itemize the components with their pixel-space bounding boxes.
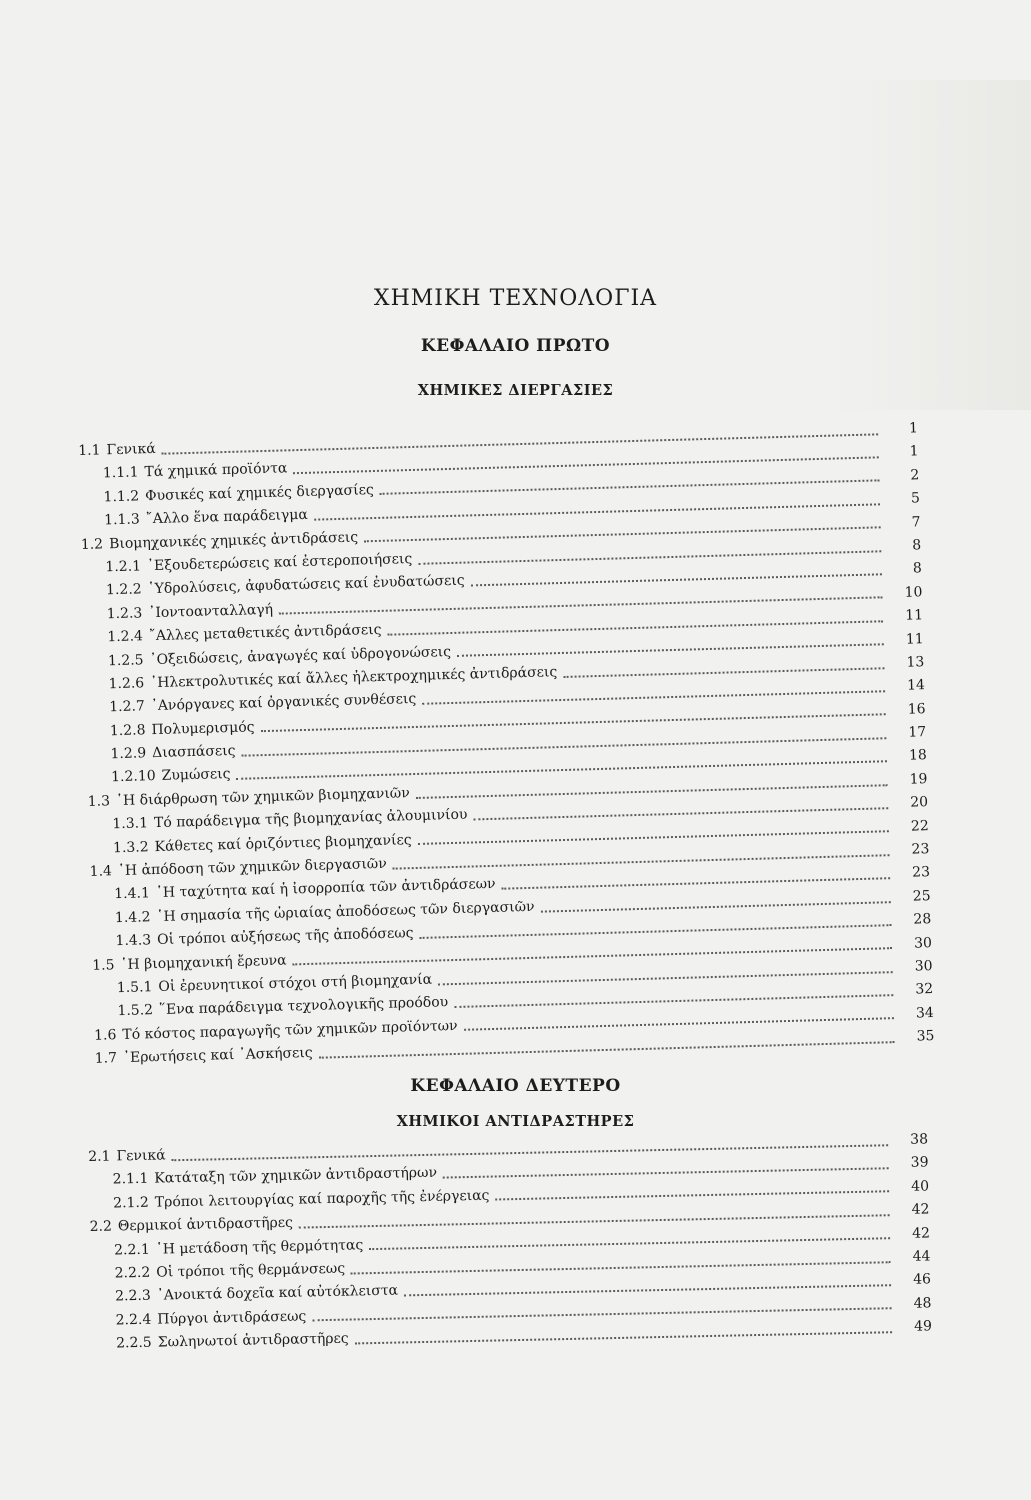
toc-entry-title: ᾿Ηλεκτρολυτικές καί ἄλλες ἠλεκτροχημικές ἀντιδράσεις: [150, 664, 558, 692]
book-title: ΧΗΜΙΚΗ ΤΕΧΝΟΛΟΓΙΑ: [373, 286, 658, 311]
toc-entry-page: 44: [912, 1248, 931, 1265]
toc-entry-page: 34: [915, 1004, 935, 1022]
toc-entry-number: 2.1.2: [113, 1194, 149, 1212]
toc-entry-page: 11: [905, 630, 924, 648]
toc-entry-title: Οἱ τρόποι αὐξήσεως τῆς ἀποδόσεως: [156, 925, 414, 949]
toc-entry-title: ᾿Οξειδώσεις, ἀναγωγές καί ὑδρογονώσεις: [149, 643, 452, 668]
toc-entry-page: 40: [911, 1178, 930, 1195]
toc-entry-page: 42: [912, 1224, 931, 1242]
toc-entry-number: 1.2.10: [110, 768, 156, 786]
toc-entry-page: 13: [906, 654, 925, 671]
toc-entry-number: 2.2.4: [115, 1311, 152, 1329]
toc-entry-title: Τό κόστος παραγωγῆς τῶν χημικῶν προϊόντων: [122, 1017, 458, 1043]
toc-entry-title: ῾Η σημασία τῆς ὡριαίας ἀποδόσεως τῶν διεργασιῶν: [156, 898, 535, 925]
toc-entry-number: 2.2.5: [115, 1334, 152, 1352]
toc-entry-number: 1.1.1: [102, 464, 139, 482]
toc-entry-title: Διασπάσεις: [151, 742, 236, 762]
toc-entry-page: 35: [916, 1028, 935, 1045]
toc-entry-number: 1.1: [78, 442, 101, 459]
toc-entry-page: 14: [906, 677, 926, 694]
toc-entry-page: 39: [910, 1154, 929, 1172]
toc-entry-page: 42: [911, 1201, 930, 1218]
toc-entry-title: Γενικά: [106, 440, 156, 459]
toc-entry-number: 2.2.3: [114, 1288, 151, 1305]
toc-entry-title: Κατάταξη τῶν χημικῶν ἀντιδραστήρων: [154, 1165, 438, 1188]
toc-entry-page: 16: [907, 700, 926, 718]
toc-entry-page: 23: [911, 841, 930, 858]
toc-entry-number: 2.1: [88, 1148, 111, 1165]
toc-entry-page: 23: [911, 864, 931, 882]
toc-entry-title: Γενικά: [116, 1147, 166, 1165]
toc-entry-title: ᾿Ιοντοανταλλαγή: [148, 601, 274, 621]
toc-entry-title: Τό παράδειγμα τῆς βιομηχανίας ἀλουμινίου: [153, 806, 468, 832]
toc-entry-title: ῾Η βιομηχανική ἔρευνα: [120, 952, 287, 973]
toc-entry-page: 8: [912, 560, 923, 577]
toc-entry-number: 2.2: [89, 1218, 113, 1236]
toc-entry-number: 1.5: [92, 956, 115, 974]
toc-entry-title: Φυσικές καί χημικές διεργασίες: [144, 481, 374, 504]
toc-entry-title: Πύργοι ἀντιδράσεως: [157, 1308, 307, 1328]
chapter-1-toc: [78, 417, 935, 1071]
chapter-2-toc: [88, 1128, 932, 1356]
toc-entry-number: 1.4.2: [114, 909, 151, 926]
toc-entry-page: 20: [910, 794, 929, 811]
toc-entry-page: 49: [913, 1318, 933, 1335]
toc-entry-number: 1.1.3: [103, 511, 141, 529]
toc-entry-title: Βιομηχανικές χημικές ἀντιδράσεις: [108, 529, 359, 552]
toc-entry-title: Κάθετες καί ὁριζόντιες βιομηχανίες: [154, 831, 412, 855]
toc-entry-title: ῾Η μετάδοση τῆς θερμότητας: [155, 1236, 364, 1258]
chapter-2-subtitle: ΧΗΜΙΚΟΙ ΑΝΤΙΔΡΑΣΤΗΡΕΣ: [396, 1113, 635, 1130]
toc-entry-number: 1.3.2: [112, 838, 149, 856]
toc-entry-title: ῾Υδρολύσεις, ἀφυδατώσεις καί ἐνυδατώσεις: [147, 572, 465, 598]
toc-entry-number: 1.2.9: [110, 745, 147, 763]
toc-entry-number: 1.2.6: [108, 675, 145, 693]
toc-entry-title: Τρόποι λειτουργίας καί παροχῆς τῆς ἐνέργειας: [154, 1187, 490, 1211]
toc-entry-page: 1: [909, 443, 919, 460]
toc-entry-page: 2: [910, 467, 920, 484]
chapter-2-heading: ΚΕΦΑΛΑΙΟ ΔΕΥΤΕΡΟ: [410, 1076, 621, 1096]
dot-leader: [563, 665, 884, 678]
toc-entry-number: 1.2.7: [109, 698, 146, 716]
toc-entry-number: 1.2: [80, 535, 104, 553]
toc-entry-page: 46: [912, 1271, 932, 1289]
toc-entry-title: ῾Η ταχύτητα καί ἡ ἰσορροπία τῶν ἀντιδράσεων: [155, 876, 496, 902]
toc-entry-number: 1.1.2: [103, 488, 140, 506]
toc-entry-number: 1.5.1: [116, 979, 153, 997]
toc-entry-title: ῞Ενα παράδειγμα τεχνολογικῆς προόδου: [158, 994, 449, 1019]
toc-entry-page: 7: [911, 513, 921, 531]
toc-entry-title: Οἱ τρόποι τῆς θερμάνσεως: [156, 1260, 346, 1281]
toc-entry-number: 1.2.4: [107, 628, 144, 646]
toc-entry-page: 5: [910, 490, 921, 507]
toc-entry-page: 30: [913, 934, 933, 952]
toc-entry-page: 19: [909, 771, 928, 788]
dot-leader: [355, 1329, 892, 1344]
toc-entry-title: Πολυμερισμός: [151, 719, 255, 738]
toc-entry-page: 10: [904, 583, 923, 601]
toc-entry-title: ᾿Ερωτήσεις καί ᾿Ασκήσεις: [122, 1045, 313, 1067]
toc-entry-title: ῎Αλλες μεταθετικές ἀντιδράσεις: [148, 621, 382, 645]
toc-entry-page: 28: [913, 911, 932, 928]
toc-entry-title: Τά χημικά προϊόντα: [144, 460, 288, 481]
toc-entry-page: 8: [912, 537, 922, 554]
toc-entry-number: 1.2.3: [106, 605, 143, 623]
toc-entry-title: ᾿Εξουδετερώσεις καί ἐστεροποιήσεις: [146, 550, 413, 575]
toc-entry-title: Σωληνωτοί ἀντιδραστῆρες: [157, 1330, 349, 1351]
toc-entry-page: 1: [908, 420, 919, 437]
toc-entry-title: ᾿Ανόργανες καί ὀργανικές συνθέσεις: [150, 691, 417, 715]
dot-leader: [319, 1039, 895, 1059]
toc-entry-number: 1.4.1: [114, 885, 151, 903]
toc-entry-title: Θερμικοί ἀντιδραστῆρες: [117, 1214, 294, 1235]
toc-entry-number: 1.2.8: [109, 721, 146, 739]
toc-entry-page: 25: [912, 887, 931, 905]
toc-entry-title: ᾿Ανοικτά δοχεῖα καί αὐτόκλειστα: [156, 1282, 399, 1304]
toc-entry-title: ῾Η ἀπόδοση τῶν χημικῶν διεργασιῶν: [117, 855, 387, 880]
toc-entry-title: Ζυμώσεις: [161, 766, 231, 785]
toc-entry-page: 48: [913, 1295, 932, 1312]
toc-entry-page: 11: [905, 607, 924, 624]
chapter-1-heading: ΚΕΦΑΛΑΙΟ ΠΡΩΤΟ: [420, 336, 611, 356]
toc-entry-number: 1.4: [89, 863, 113, 880]
show-through-shadow: [831, 80, 1031, 410]
toc-entry-number: 2.1.1: [112, 1171, 149, 1188]
toc-entry-number: 1.6: [93, 1026, 117, 1044]
toc-entry-number: 1.4.3: [115, 932, 152, 950]
toc-entry-number: 1.3: [87, 793, 111, 810]
toc-entry-page: 22: [910, 817, 929, 835]
toc-entry-number: 2.2.1: [114, 1241, 150, 1259]
toc-entry-number: 1.2.5: [107, 651, 144, 669]
dot-leader: [495, 1189, 889, 1201]
toc-entry-page: 18: [908, 747, 928, 765]
toc-entry-page: 32: [915, 981, 934, 998]
toc-entry-title: ῾Η διάρθρωση τῶν χημικῶν βιομηχανιῶν: [115, 785, 410, 809]
toc-entry-number: 1.3.1: [112, 815, 149, 833]
chapter-1-subtitle: ΧΗΜΙΚΕΣ ΔΙΕΡΓΑΣΙΕΣ: [417, 382, 614, 399]
toc-entry-page: 17: [908, 724, 927, 741]
toc-entry-number: 1.2.1: [105, 558, 142, 576]
toc-entry-title: ῎Αλλο ἕνα παράδειγμα: [145, 506, 309, 528]
toc-entry-number: 1.5.2: [117, 1002, 154, 1020]
toc-entry-number: 1.7: [94, 1050, 118, 1067]
toc-entry-number: 1.2.2: [105, 581, 142, 599]
toc-entry-page: 30: [914, 958, 933, 975]
toc-entry-title: Οἱ ἐρευνητικοί στόχοι στή βιομηχανία: [158, 971, 433, 996]
toc-entry-page: 38: [910, 1131, 929, 1148]
toc-entry-number: 2.2.2: [114, 1264, 151, 1282]
